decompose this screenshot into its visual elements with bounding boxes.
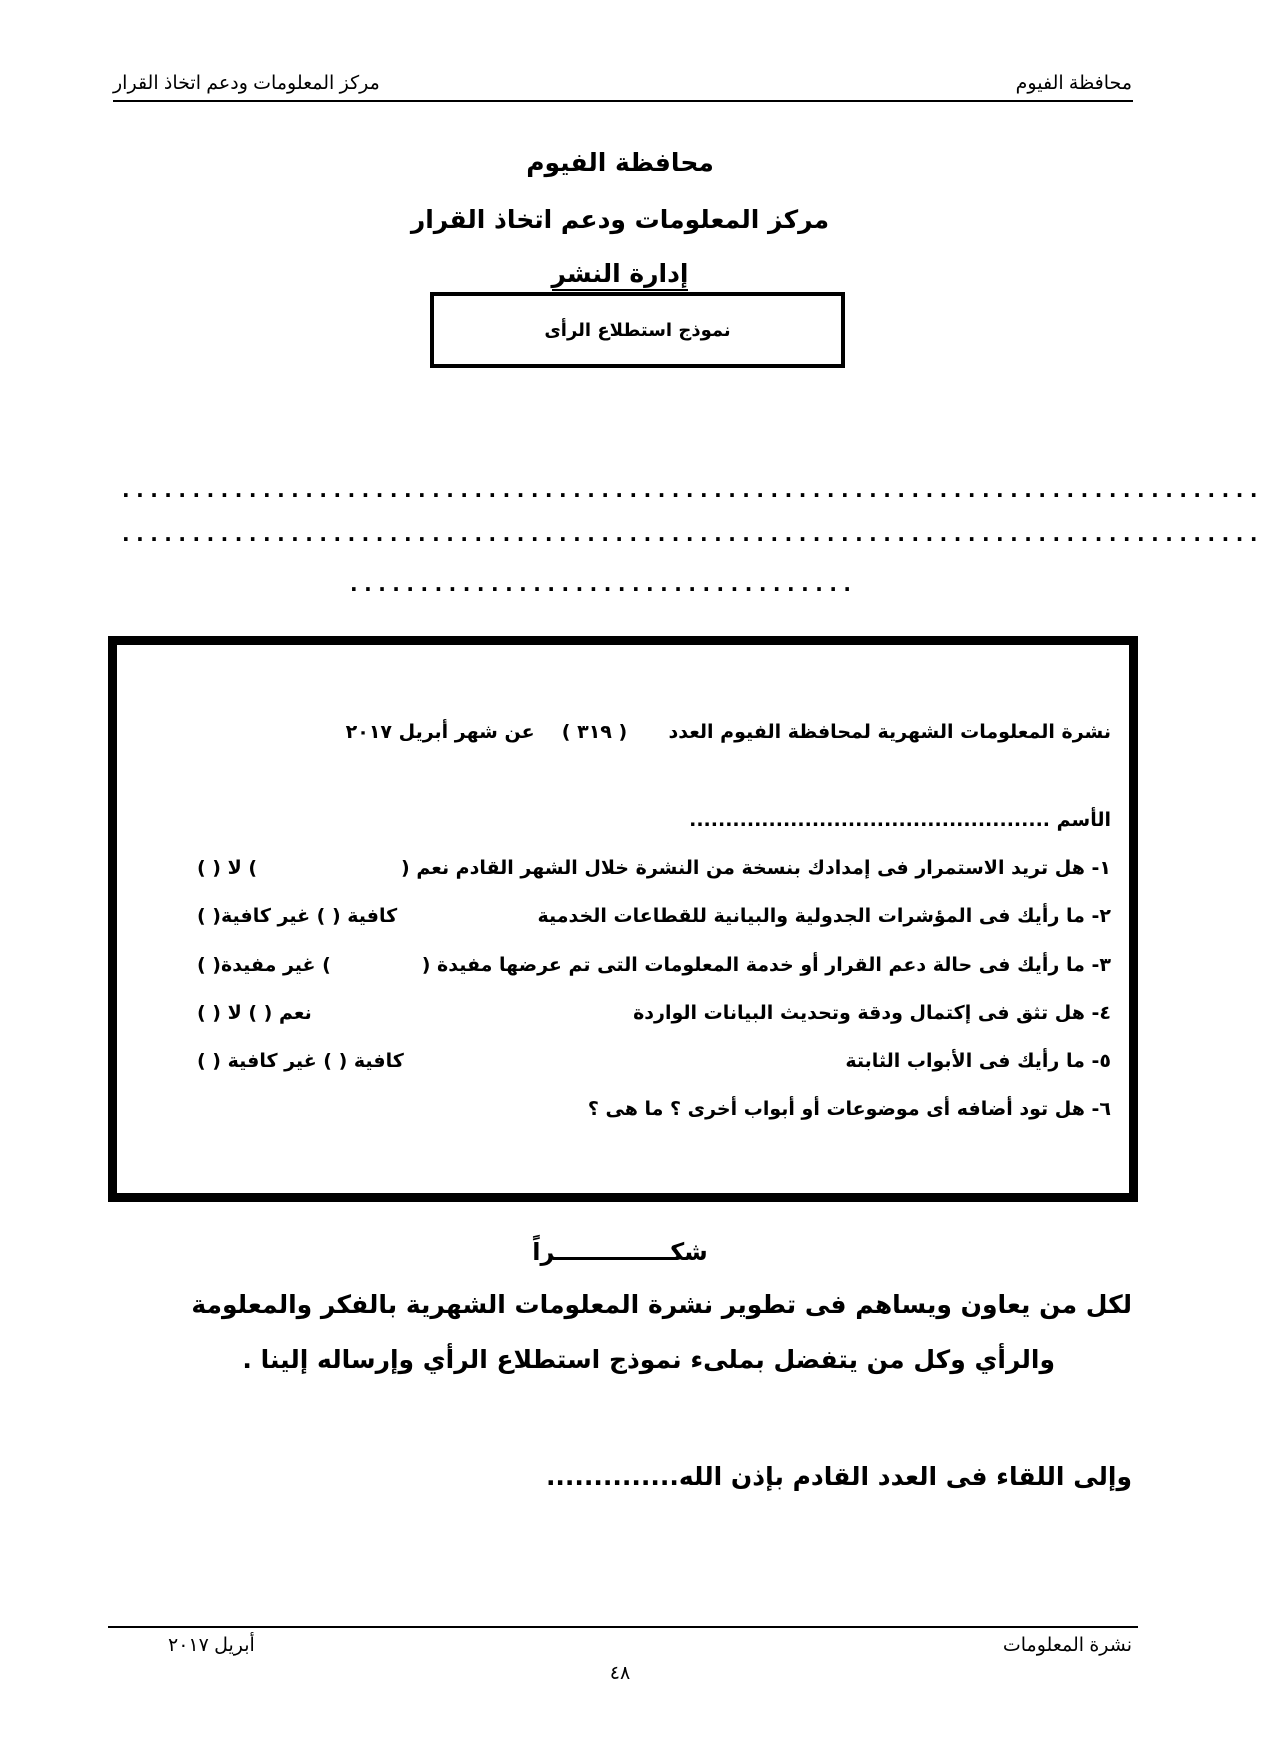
question-5-options[interactable]: كافية ( ) غير كافية ( ) bbox=[197, 1050, 404, 1072]
question-4-options[interactable]: نعم ( ) لا ( ) bbox=[197, 1002, 312, 1024]
thanks-heading: شكــــــــــــــراً bbox=[532, 1238, 708, 1266]
dotted-line-3: .................................... bbox=[350, 572, 858, 596]
name-field[interactable]: الأسم .................................................. bbox=[689, 809, 1111, 831]
survey-box bbox=[108, 636, 1138, 1202]
question-1: ١- هل تريد الاستمرار فى إمدادك بنسخة من النشرة خلال الشهر القادم نعم ( bbox=[401, 857, 1111, 879]
header-governorate: محافظة الفيوم bbox=[1015, 73, 1132, 94]
dotted-line-1: ................................................................................. bbox=[122, 478, 1264, 502]
title-center: مركز المعلومات ودعم اتخاذ القرار bbox=[410, 205, 830, 234]
issue-number: ( ٣١٩ ) bbox=[561, 721, 628, 743]
title-governorate: محافظة الفيوم bbox=[526, 148, 714, 177]
header-center-name: مركز المعلومات ودعم اتخاذ القرار bbox=[113, 73, 380, 94]
form-title-box bbox=[430, 292, 845, 368]
title-department bbox=[0, 259, 1240, 288]
question-2-options[interactable]: كافية ( ) غير كافية( ) bbox=[197, 905, 398, 927]
question-5: ٥- ما رأيك فى الأبواب الثابتة bbox=[845, 1050, 1111, 1072]
question-4: ٤- هل تثق فى إكتمال ودقة وتحديث البيانات الواردة bbox=[633, 1002, 1111, 1024]
publication-line bbox=[346, 721, 1111, 743]
publication-prefix: نشرة المعلومات الشهرية لمحافظة الفيوم العدد bbox=[668, 721, 1111, 743]
closing-line-1: لكل من يعاون ويساهم فى تطوير نشرة المعلومات الشهرية بالفكر والمعلومة bbox=[191, 1290, 1132, 1319]
title-department-text: إدارة النشر bbox=[552, 259, 689, 291]
question-3-options[interactable]: ) غير مفيدة( ) bbox=[197, 954, 331, 976]
dotted-line-2: ................................................................................. bbox=[122, 522, 1264, 546]
header-rule bbox=[113, 100, 1133, 102]
issue-month: عن شهر أبريل ٢٠١٧ bbox=[345, 721, 535, 743]
question-6: ٦- هل تود أضافه أى موضوعات أو أبواب أخرى ؟ ما هى ؟ bbox=[587, 1098, 1111, 1120]
page-number: ٤٨ bbox=[609, 1662, 631, 1684]
farewell-line: وإلى اللقاء فى العدد القادم بإذن الله.............. bbox=[545, 1462, 1132, 1491]
footer-rule bbox=[108, 1626, 1138, 1628]
question-2: ٢- ما رأيك فى المؤشرات الجدولية والبيانية للقطاعات الخدمية bbox=[537, 905, 1111, 927]
footer-date: أبريل ٢٠١٧ bbox=[168, 1635, 255, 1656]
form-title-label: نموذج استطلاع الرأى bbox=[544, 320, 731, 341]
closing-line-2: والرأي وكل من يتفضل بملىء نموذج استطلاع الرأي وإرساله إلينا . bbox=[242, 1345, 1055, 1374]
footer-publication: نشرة المعلومات bbox=[1002, 1635, 1132, 1656]
question-3: ٣- ما رأيك فى حالة دعم القرار أو خدمة المعلومات التى تم عرضها مفيدة ( bbox=[421, 954, 1111, 976]
question-1-options[interactable]: ) لا ( ) bbox=[197, 857, 258, 879]
